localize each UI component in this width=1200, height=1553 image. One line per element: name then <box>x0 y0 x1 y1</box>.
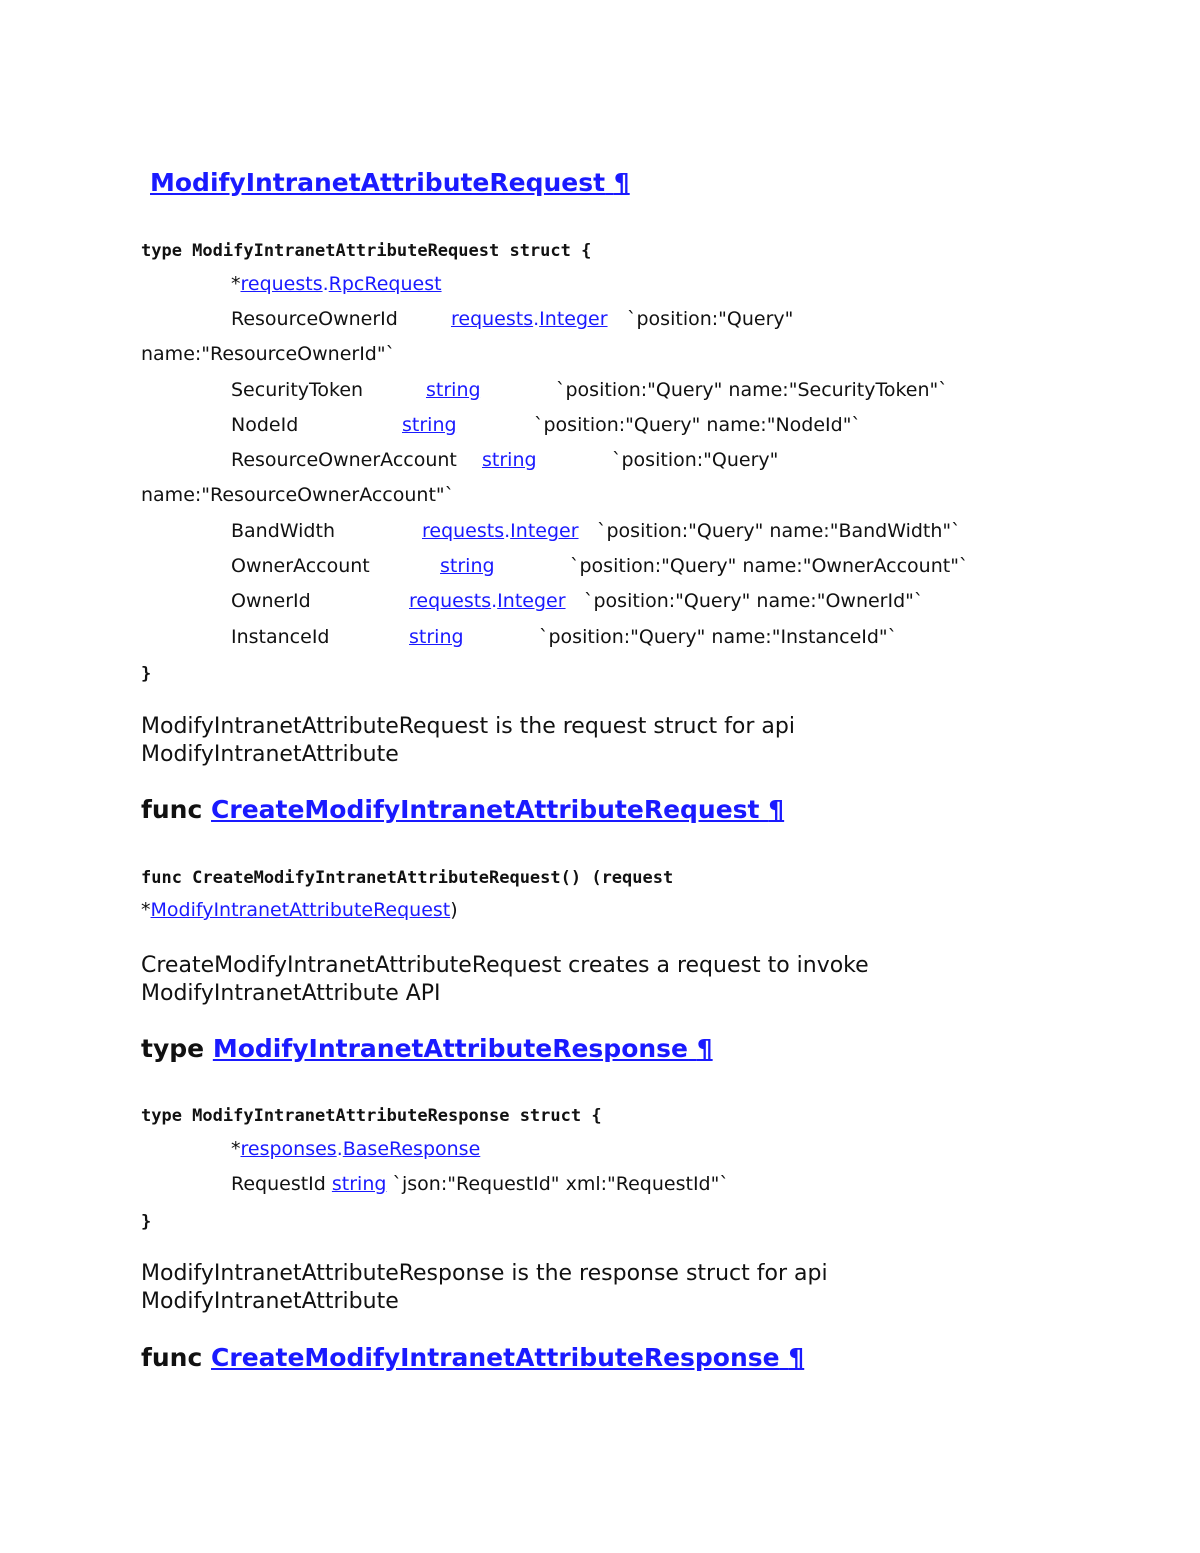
heading-modify-request <box>150 168 630 197</box>
field-type <box>426 379 481 401</box>
field-name: OwnerId <box>231 590 311 612</box>
link-string[interactable]: string <box>409 626 464 648</box>
embedded-rpcrequest: *requests.RpcRequest <box>231 273 442 295</box>
code-func-signature: func CreateModifyIntranetAttributeRequest() (request <box>141 868 674 888</box>
field-type <box>409 626 464 648</box>
field-tag: `position:"Query" name:"NodeId"` <box>534 414 861 436</box>
field-type <box>402 414 457 436</box>
description-response: ModifyIntranetAttributeResponse is the response struct for api ModifyIntranetAttribute <box>141 1261 828 1314</box>
link-rpcrequest[interactable]: RpcRequest <box>328 273 442 295</box>
code-struct-close: } <box>141 664 152 684</box>
field-name: ResourceOwnerId <box>231 308 398 330</box>
link-requests-pkg[interactable]: requests <box>451 308 534 330</box>
field-tag-wrap: name:"ResourceOwnerId"` <box>141 343 396 365</box>
field-type <box>440 555 495 577</box>
field-type <box>482 449 537 471</box>
link-string[interactable]: string <box>440 555 495 577</box>
field-type: requests.Integer <box>451 308 608 330</box>
link-string[interactable]: string <box>482 449 537 471</box>
heading-link-create-response[interactable]: CreateModifyIntranetAttributeResponse ¶ <box>211 1343 805 1372</box>
field-tag: `position:"Query" name:"BandWidth"` <box>597 520 961 542</box>
heading-create-response: func CreateModifyIntranetAttributeResponse ¶ <box>141 1343 805 1372</box>
field-name: OwnerAccount <box>231 555 370 577</box>
link-string[interactable]: string <box>331 1173 387 1195</box>
link-requests-pkg[interactable]: requests <box>240 273 323 295</box>
link-string[interactable]: string <box>402 414 457 436</box>
description-create-request: CreateModifyIntranetAttributeRequest creates a request to invoke ModifyIntranetAttribute API <box>141 953 869 1006</box>
heading-link-create-request[interactable]: CreateModifyIntranetAttributeRequest ¶ <box>211 795 785 824</box>
link-requests-pkg[interactable]: requests <box>409 590 492 612</box>
heading-modify-response: type ModifyIntranetAttributeResponse ¶ <box>141 1034 713 1063</box>
heading-link-modify-response[interactable]: ModifyIntranetAttributeResponse ¶ <box>212 1034 713 1063</box>
heading-create-request: func CreateModifyIntranetAttributeRequest ¶ <box>141 795 785 824</box>
link-modify-request[interactable]: ModifyIntranetAttributeRequest <box>150 899 451 921</box>
field-tag: `position:"Query" <box>627 308 794 330</box>
code-struct-open: type ModifyIntranetAttributeResponse struct { <box>141 1106 602 1126</box>
link-responses-pkg[interactable]: responses <box>240 1138 337 1160</box>
field-name: ResourceOwnerAccount <box>231 449 457 471</box>
code-struct-close: } <box>141 1212 152 1232</box>
link-integer[interactable]: Integer <box>510 520 579 542</box>
field-type: requests.Integer <box>422 520 579 542</box>
heading-link-modify-request[interactable]: ModifyIntranetAttributeRequest ¶ <box>150 168 630 197</box>
link-integer[interactable]: Integer <box>539 308 608 330</box>
field-name: InstanceId <box>231 626 330 648</box>
field-type: requests.Integer <box>409 590 566 612</box>
link-integer[interactable]: Integer <box>497 590 566 612</box>
field-tag: `position:"Query" <box>612 449 779 471</box>
description-request: ModifyIntranetAttributeRequest is the request struct for api ModifyIntranetAttribute <box>141 714 795 767</box>
link-requests-pkg[interactable]: requests <box>422 520 505 542</box>
field-name: SecurityToken <box>231 379 364 401</box>
code-func-return: *ModifyIntranetAttributeRequest) <box>141 899 458 921</box>
field-tag-wrap: name:"ResourceOwnerAccount"` <box>141 484 455 506</box>
field-name: NodeId <box>231 414 299 436</box>
field-name: BandWidth <box>231 520 335 542</box>
link-baseresponse[interactable]: BaseResponse <box>342 1138 481 1160</box>
field-tag: `position:"Query" name:"InstanceId"` <box>539 626 898 648</box>
field-tag: `position:"Query" name:"OwnerAccount"` <box>570 555 969 577</box>
embedded-baseresponse: *responses.BaseResponse <box>231 1138 481 1160</box>
code-struct-open: type ModifyIntranetAttributeRequest struct { <box>141 241 592 261</box>
field-tag: `position:"Query" name:"SecurityToken"` <box>556 379 948 401</box>
field-tag: `position:"Query" name:"OwnerId"` <box>584 590 924 612</box>
link-string[interactable]: string <box>426 379 481 401</box>
field-requestid: RequestId string `json:"RequestId" xml:"RequestId"` <box>231 1173 729 1195</box>
